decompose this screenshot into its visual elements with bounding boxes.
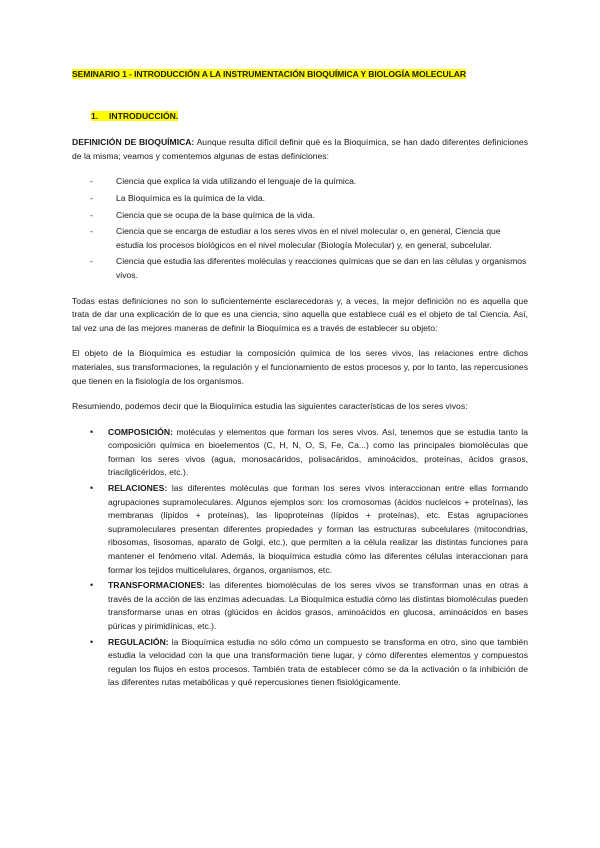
definition-text: Aunque resulta difícil definir qué es la Bioquímica, se han dado diferentes definiciones de la misma; veamos y comentemos algunas de estas definiciones: (72, 137, 528, 161)
list-item (90, 209, 528, 223)
dash-marker: - (90, 192, 93, 203)
list-item-text: Ciencia que se encarga de estudiar a los seres vivos en el nivel molecular o, en general, Ciencia que estudia los procesos biológicos en el nivel molecular (Biología Molecular) y, en general, subcelular. (116, 226, 501, 250)
list-item-text: Ciencia que explica la vida utilizando el lenguaje de la química. (116, 176, 357, 187)
characteristic-term: REGULACIÓN: (108, 636, 169, 647)
list-item (90, 255, 528, 282)
characteristic-item (90, 636, 528, 690)
characteristic-item (90, 579, 528, 633)
definition-term: DEFINICIÓN DE BIOQUÍMICA: (72, 137, 195, 148)
definition-paragraph (72, 136, 528, 163)
characteristics-list (72, 426, 528, 690)
list-item-text: La Bioquímica es la química de la vida. (116, 192, 266, 203)
section-heading (91, 110, 528, 124)
characteristic-item (90, 482, 528, 577)
definitions-list (72, 175, 528, 282)
section-label: INTRODUCCIÓN. (109, 110, 179, 121)
paragraph-object: El objeto de la Bioquímica es estudiar la composición química de los seres vivos, las relaciones entre dichos materiales, sus transformaciones, la regulación y el funcionamiento de estos procesos y, por lo tanto, las repercusiones que tienen en la fisiología de los organismos. (72, 348, 528, 386)
list-item-text: Ciencia que se ocupa de la base química de la vida. (116, 209, 315, 220)
dash-marker: - (90, 226, 93, 237)
characteristic-text: las diferentes biomoléculas de los seres vivos se transforman unas en otras a través de la acción de las enzimas adecuadas. La Bioquímica estudia cómo las distintas biomoléculas pueden transformarse unas en otras (glúcidos en ácidos grasos, aminoácidos en glucosa, aminoácidos en bases púricas y pirimidínicas, etc.). (108, 580, 528, 631)
dash-marker: - (90, 256, 93, 267)
characteristic-item (90, 426, 528, 480)
bullet-icon: • (90, 483, 94, 494)
list-item (90, 192, 528, 206)
bullet-icon: • (90, 636, 94, 647)
characteristic-text: moléculas y elementos que forman los seres vivos. Así, tenemos que se estudia tanto la composición química en bioelementos (C, H, N, O, S, Fe, Ca...) como las principales biomoléculas que forman los seres vivos (agua, monosacáridos, polisacáridos, aminoácidos, proteínas, ácidos grasos, triacilglicéridos, etc.). (108, 426, 528, 478)
list-item (90, 225, 528, 252)
document-title: SEMINARIO 1 - INTRODUCCIÓN A LA INSTRUMENTACIÓN BIOQUÍMICA Y BIOLOGÍA MOLECULAR (72, 69, 466, 79)
section-number: 1. (91, 111, 109, 121)
characteristic-term: COMPOSICIÓN: (108, 426, 173, 437)
characteristic-text: la Bioquímica estudia no sólo cómo un compuesto se transforma en otro, sino que también estudia la velocidad con la que una transformación tiene lugar, y cómo diferentes elementos y compuestos regulan los flujos en estos procesos. También trata de establecer cómo se da la activación o la inhibición de las diferentes rutas metabólicas y qué repercusiones tienen fisiológicamente. (108, 636, 528, 688)
dash-marker: - (90, 176, 93, 187)
bullet-icon: • (90, 580, 94, 591)
list-item (90, 175, 528, 189)
characteristic-term: TRANSFORMACIONES: (108, 580, 205, 591)
title-block (72, 68, 528, 82)
characteristic-term: RELACIONES: (108, 483, 168, 494)
dash-marker: - (90, 209, 93, 220)
characteristic-text: las diferentes moléculas que forman los seres vivos interaccionan entre ellas formando agrupaciones supramoleculares. Algunos ejemplos son: los cromosomas (ácidos nucleicos + proteínas), las membranas (lípidos + proteínas), las lipoproteínas (lípidos + proteínas), etc. Estas agrupaciones supramoleculares presentan diferentes propiedades y forman las estructuras subcelulares (mitocondrias, ribosomas, lisosomas, aparato de Golgi, etc.), que permiten a la célula realizar las distintas funciones para mantener el fenómeno vital. Además, la bioquímica estudia cómo las diferentes células interaccionan para formar los tejidos multicelulares, órganos, organismos, etc. (108, 483, 528, 575)
list-item-text: Ciencia que estudia las diferentes moléculas y reacciones químicas que se dan en las células y organismos vivos. (116, 256, 527, 280)
bullet-icon: • (90, 426, 94, 437)
paragraph-summary: Resumiendo, podemos decir que la Bioquímica estudia las siguientes características de los seres vivos: (72, 401, 468, 412)
paragraph-object-intro: Todas estas definiciones no son lo suficientemente esclarecedoras y, a veces, la mejor definición no es aquella que trata de dar una explicación de lo que es una ciencia, sino aquella que establece cuál es el objeto de tal Ciencia. Así, tal vez una de las mejores maneras de definir la Bioquímica es a través de establecer su objeto: (72, 295, 528, 333)
